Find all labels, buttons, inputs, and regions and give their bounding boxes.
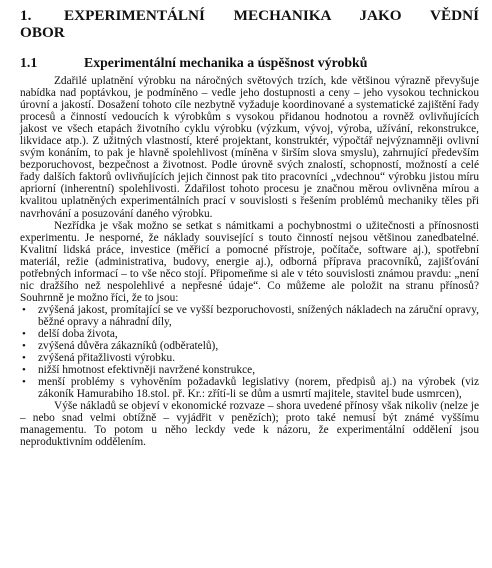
section-number: 1.1 [20, 55, 38, 70]
list-item: • zvýšená přitažlivosti výrobku. [22, 352, 176, 365]
closing-paragraph: Výše nákladů se objeví v ekonomické rozvaze – shora uvedené přínosy však nikoliv (nelze je – nebo snad velmi obtížně – vyjádřit v penězích); proto také nemusí být známé vyššímu managementu. To potom u něho leckdy vede k názoru, že experimentální oddělení jsou neproduktivním oddělením. [20, 400, 479, 449]
list-item: • nižší hmotnost efektivněji navržené konstrukce, [22, 364, 256, 377]
bullet-icon: • [22, 327, 26, 340]
chapter-title: EXPERIMENTÁLNÍ MECHANIKA JAKO VĚDNÍ OBOR [20, 7, 479, 41]
bullet-icon: • [22, 352, 26, 365]
bullet-icon: • [22, 340, 26, 353]
bullet-icon: • [22, 376, 26, 389]
chapter-number: 1. [20, 7, 32, 24]
body-paragraph: Nezřídka je však možno se setkat s námitkami a pochybnostmi o užitečnosti a přínosnosti experimentu. Je nesporné, že náklady související s touto činností nejsou většinou zanedbatelné. Kvalitní lidská práce, investice (měřicí a pomocné přístroje, počítače, software aj.), spotřební materiál, režie (administrativa, budovy, energie aj.), odborná příprava pracovníků, zajišťování potřebných informací – to vše něco stojí. Připomeňme si ale v této souvislosti známou pravdu: „není nic dražšího než nespolehlivé a nepřesné údaje“. Co můžeme ale položit na stranu přínosů? Souhrnně je možno říci, že to jsou: [20, 219, 479, 304]
list-item: • zvýšená důvěra zákazníků (odběratelů), [22, 340, 219, 353]
list-item: • menší problémy s vyhověním požadavků legislativy (norem, předpisů aj.) na výrobek (viz zákoník Hamurabiho 18.stol. př. Kr.: zřítí-li se dům a usmrtí majitele, stavitel bude usmrcen), [22, 376, 479, 401]
bullet-icon: • [22, 303, 26, 316]
benefits-list [20, 304, 479, 400]
list-item: • delší doba života, [22, 327, 118, 340]
section-title: Experimentální mechanika a úspěšnost výrobků [84, 55, 368, 70]
body-paragraph: Zdařilé uplatnění výrobku na náročných světových trzích, kde většinou výrazně převyšuje nabídka nad poptávkou, je podmíněno – vedle jeho dostupnosti a ceny – jeho vysokou technickou úrovní a jakostí. Dosažení tohoto cíle nezbytně vyžaduje koordinované a systematické zajištění řady procesů a činností vedoucích k výrobkům s vysokou přidanou hodnotou a rovněž ovlivňujících jakost ve všech etapách životního cyklu výrobku (výzkum, vývoj, výroba, užívání, rekonstrukce, likvidace atp.). Z užitných vlastností, které projektant, konstruktér, výpočtář nejvýznamněji ovlivní svým konáním, to pak je hlavně spolehlivost (míněna v širším slova smyslu), zahrnující především bezporuchovost, bezpečnost a životnost. Podle úrovně svých znalostí, schopností, možností a celé řady dalších faktorů ovlivňujících jejich činnost pak tito pracovníci „vdechnou“ výrobku jistou míru apriorní (inherentní) spolehlivosti. Zdařilost tohoto procesu je značnou měrou ovlivněna mírou a kvalitou uplatněných experimentálních prací v souvislosti s řešením problémů mechaniky těles při navrhování a posuzování daného výrobku. [20, 75, 479, 220]
list-item: • zvýšená jakost, promítající se ve vyšší bezporuchovosti, snížených nákladech na záruční opravy, běžné opravy a náhradní díly, [22, 303, 479, 328]
section-heading [20, 55, 479, 71]
bullet-icon: • [22, 364, 26, 377]
chapter-heading [20, 7, 479, 41]
